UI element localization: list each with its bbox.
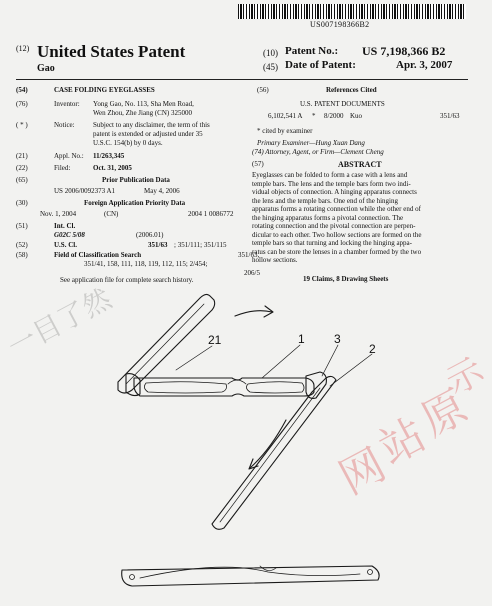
inventor-short: Gao bbox=[37, 63, 55, 74]
watermark-red-1: 网 bbox=[331, 439, 394, 505]
inventor-line-1: Yong Gao, No. 113, Sha Men Road, bbox=[93, 100, 194, 108]
title-code: (54) bbox=[16, 86, 28, 94]
uscl-label: U.S. Cl. bbox=[54, 241, 77, 249]
uscl-code: (52) bbox=[16, 241, 28, 249]
filed-date: Oct. 31, 2005 bbox=[93, 164, 132, 172]
patent-number: US 7,198,366 B2 bbox=[362, 44, 446, 58]
claims-summary: 19 Claims, 8 Drawing Sheets bbox=[303, 275, 389, 283]
lens-left bbox=[144, 382, 226, 393]
prior-publication: US 2006/0092373 A1 bbox=[54, 187, 116, 195]
abstract-code: (57) bbox=[252, 160, 264, 168]
field-line-2: 351/41, 158, 111, 118, 119, 112, 115; 2/454; bbox=[84, 260, 208, 268]
barcode-number: US007198366B2 bbox=[310, 20, 370, 29]
ref-name: Kuo bbox=[350, 112, 363, 120]
temple-bar-left-inner bbox=[126, 304, 204, 384]
notice-label: Notice: bbox=[54, 121, 75, 129]
code-12: (12) bbox=[16, 44, 30, 53]
us-docs-title: U.S. PATENT DOCUMENTS bbox=[300, 100, 385, 108]
watermark-red-4: 示 bbox=[439, 350, 491, 404]
appl-number: 11/263,345 bbox=[93, 152, 125, 160]
code-45: (45) bbox=[263, 62, 278, 72]
intcl-class: G02C 5/08 bbox=[54, 231, 85, 239]
abstract-line: ratus can be store the lenses in a chamber formed by the two bbox=[252, 247, 422, 256]
notice-code: ( * ) bbox=[16, 121, 28, 129]
patent-date: Apr. 3, 2007 bbox=[396, 59, 453, 71]
label-2: 2 bbox=[369, 342, 376, 356]
abstract-title: ABSTRACT bbox=[338, 160, 382, 169]
patent-no-label: Patent No.: bbox=[285, 45, 339, 57]
foreign-code: (30) bbox=[16, 199, 28, 207]
code-10: (10) bbox=[263, 48, 278, 58]
watermark-red-3: 原 bbox=[413, 381, 476, 447]
appl-label: Appl. No.: bbox=[54, 152, 84, 160]
filed-label: Filed: bbox=[54, 164, 71, 172]
uscl-secondary: ; 351/111; 351/115 bbox=[174, 241, 227, 249]
intcl-code: (51) bbox=[16, 222, 28, 230]
abstract-line: apparatus forms a rotating connection while the other end of bbox=[252, 205, 421, 213]
foreign-title: Foreign Application Priority Data bbox=[84, 199, 186, 207]
temple-bar-right-inner bbox=[220, 388, 320, 522]
cited-by: * cited by examiner bbox=[257, 127, 313, 135]
watermark-gray: 一目了然 bbox=[2, 281, 117, 364]
document-type: United States Patent bbox=[37, 42, 186, 61]
label-1: 1 bbox=[298, 332, 305, 346]
intcl-year: (2006.01) bbox=[136, 231, 164, 239]
abstract-line: Eyeglasses can be folded to form a case with a lens and bbox=[252, 171, 408, 179]
bridge bbox=[228, 380, 246, 384]
abstract-line: the hinging apparatus forms a pivotal connection. The bbox=[252, 213, 404, 222]
field-code: (58) bbox=[16, 251, 28, 259]
refs-title: References Cited bbox=[326, 86, 377, 94]
inventor-label: Inventor: bbox=[54, 100, 80, 108]
intcl-label: Int. Cl. bbox=[54, 222, 76, 230]
inventor-code: (76) bbox=[16, 100, 28, 108]
abstract-line: rotating connection and the pivotal connection are perpen- bbox=[252, 222, 416, 230]
watermark-red-2: 站 bbox=[371, 409, 434, 475]
notice-line-2: patent is extended or adjusted under 35 bbox=[93, 130, 203, 138]
refs-code: (56) bbox=[257, 86, 269, 94]
prior-code: (65) bbox=[16, 176, 28, 184]
ref-class: 351/63 bbox=[440, 112, 460, 120]
abstract-line: hollow sections. bbox=[252, 256, 298, 264]
ref-star: * bbox=[312, 112, 316, 120]
notice-line-1: Subject to any disclaimer, the term of this bbox=[93, 121, 210, 129]
field-line-1: 351/63, bbox=[238, 251, 260, 259]
attorney: (74) Attorney, Agent, or Firm—Clement Cheng bbox=[252, 148, 384, 156]
temple-bar-right bbox=[212, 376, 336, 529]
inventor-line-2: Wen Zhou, Zhe Jiang (CN) 325000 bbox=[93, 109, 192, 117]
hinge-right bbox=[306, 372, 326, 398]
primary-examiner: Primary Examiner—Hung Xuan Dang bbox=[257, 139, 365, 147]
see-application: See application file for complete search history. bbox=[60, 276, 194, 284]
uscl-primary: 351/63 bbox=[148, 241, 168, 249]
field-label: Field of Classification Search bbox=[54, 251, 142, 259]
abstract-line: temple bars. The lens and the temple bars form two indi- bbox=[252, 179, 411, 188]
ref-date: 8/2000 bbox=[324, 112, 344, 120]
notice-line-3: U.S.C. 154(b) by 0 days. bbox=[93, 139, 163, 147]
lens-frame bbox=[134, 378, 314, 396]
abstract-line: temple bars so that turning and locking the hinging appa- bbox=[252, 239, 412, 247]
abstract-line: dicular to each other. Two hollow sections are formed on the bbox=[252, 230, 422, 239]
label-3: 3 bbox=[334, 332, 341, 346]
label-21: 21 bbox=[208, 333, 222, 347]
field-line-3: 206/5 bbox=[244, 269, 260, 277]
filed-code: (22) bbox=[16, 164, 28, 172]
prior-date: May 4, 2006 bbox=[144, 187, 180, 195]
foreign-number: 2004 1 0086772 bbox=[188, 210, 234, 218]
lens-right bbox=[246, 382, 304, 393]
patent-title: CASE FOLDING EYEGLASSES bbox=[54, 86, 155, 94]
appl-code: (21) bbox=[16, 152, 28, 160]
foreign-date: Nov. 1, 2004 bbox=[40, 210, 77, 218]
abstract-line: the lens and the temple bars. One end of the hinging bbox=[252, 196, 398, 205]
date-label: Date of Patent: bbox=[285, 59, 356, 71]
foreign-country: (CN) bbox=[104, 210, 119, 218]
rotation-arrow-right bbox=[250, 420, 286, 468]
abstract-line: vidual objects of connection. A hinging apparatus connects bbox=[252, 188, 417, 196]
prior-title: Prior Publication Data bbox=[102, 176, 170, 184]
ref-number: 6,102,541 A bbox=[268, 112, 303, 120]
